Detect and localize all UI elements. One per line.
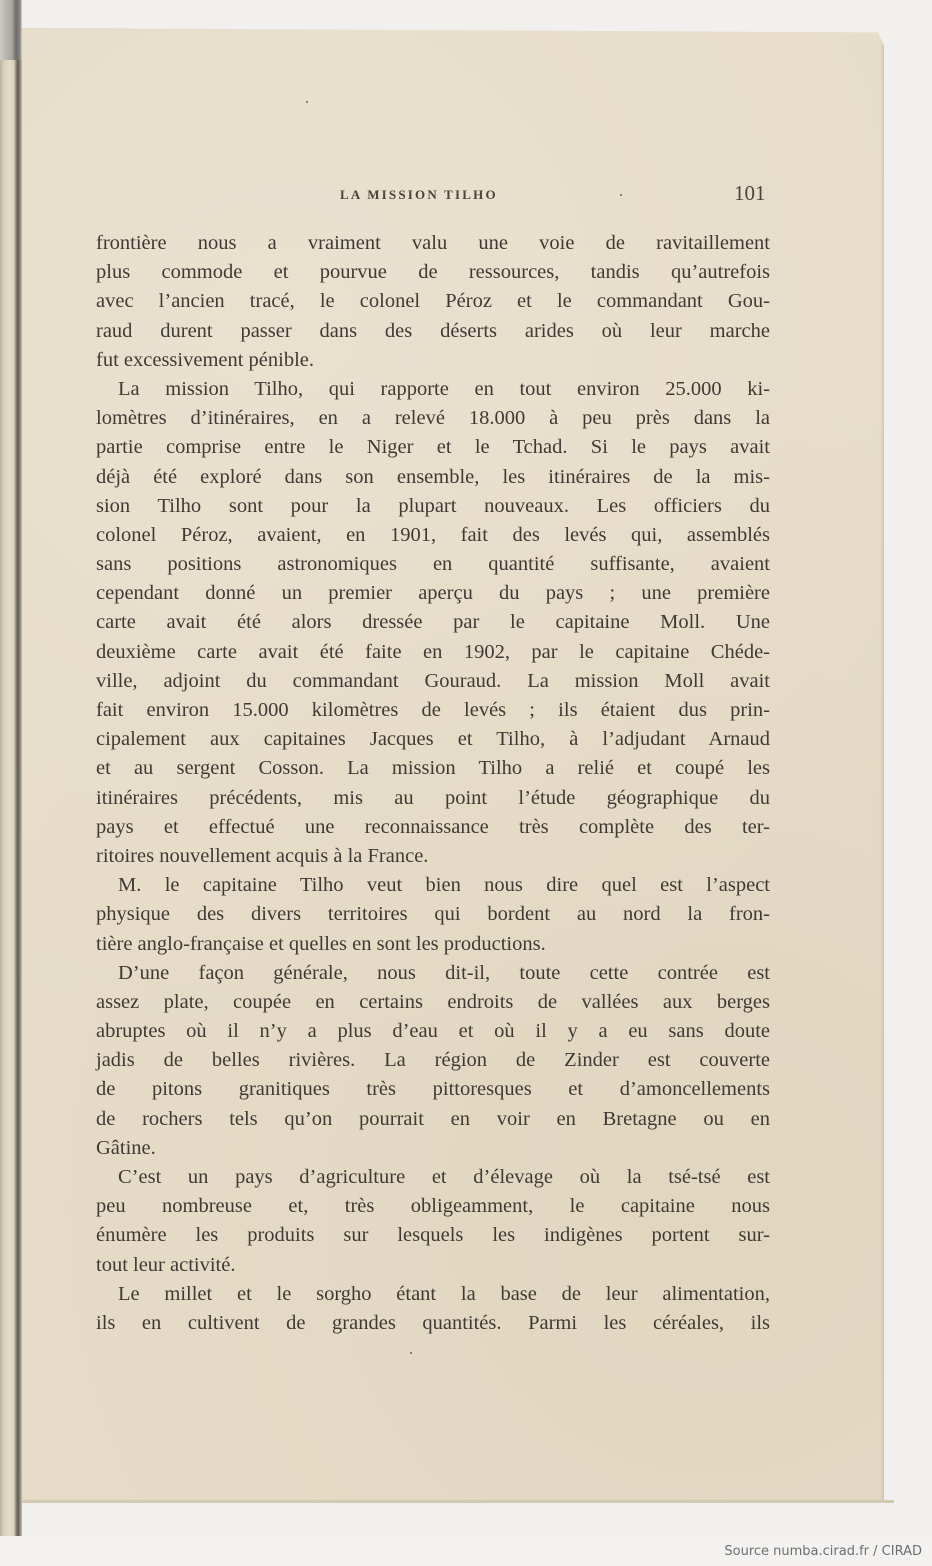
text-line: ville, adjoint du commandant Gouraud. La mission Moll avait — [96, 669, 770, 692]
text-line: M. le capitaine Tilho veut bien nous dire quel est l’aspect — [118, 874, 770, 897]
text-line: physique des divers territoires qui bordent au nord la fron- — [96, 903, 770, 926]
page-number: 101 — [734, 181, 766, 205]
text-line: et au sergent Cosson. La mission Tilho a relié et coupé les — [96, 757, 770, 780]
text-line: abruptes où il n’y a plus d’eau et où il y a eu sans doute — [96, 1020, 770, 1043]
text-line: énumère les produits sur lesquels les indigènes portent sur- — [96, 1224, 770, 1247]
text-line: cipalement aux capitaines Jacques et Tilho, à l’adjudant Arnaud — [96, 728, 770, 751]
text-line: Gâtine. — [96, 1136, 156, 1159]
text-line: itinéraires précédents, mis au point l’étude géographique du — [96, 786, 770, 809]
text-line: avec l’ancien tracé, le colonel Péroz et le commandant Gou- — [96, 290, 770, 313]
text-line: carte avait été alors dressée par le capitaine Moll. Une — [96, 611, 770, 634]
book-binding-edge — [0, 0, 22, 1536]
text-line: pays et effectué une reconnaissance très complète des ter- — [96, 815, 770, 838]
text-line: ils en cultivent de grandes quantités. Parmi les céréales, ils — [96, 1311, 770, 1334]
text-line: cependant donné un premier aperçu du pays ; une première — [96, 582, 770, 605]
paper-speck — [620, 194, 622, 196]
text-line: peu nombreuse et, très obligeamment, le capitaine nous — [96, 1195, 770, 1218]
text-line: jadis de belles rivières. La région de Zinder est couverte — [96, 1049, 770, 1072]
text-line: partie comprise entre le Niger et le Tchad. Si le pays avait — [96, 436, 770, 459]
text-line: La mission Tilho, qui rapporte en tout environ 25.000 ki- — [118, 377, 770, 400]
text-line: lomètres d’itinéraires, en a relevé 18.000 à peu près dans la — [96, 407, 770, 430]
book-binding-top — [0, 0, 22, 60]
text-line: fut excessivement pénible. — [96, 348, 315, 371]
text-line: ritoires nouvellement acquis à la France. — [96, 844, 429, 867]
paper-speck — [410, 1352, 412, 1354]
text-line: Le millet et le sorgho étant la base de leur alimentation, — [118, 1282, 770, 1305]
page-bottom-edge — [22, 1500, 894, 1503]
text-line: sion Tilho sont pour la plupart nouveaux. Les officiers du — [96, 494, 770, 517]
source-credit: Source numba.cirad.fr / CIRAD — [724, 1544, 922, 1559]
text-line: fait environ 15.000 kilomètres de levés ; ils étaient dus prin- — [96, 699, 770, 721]
text-line: plus commode et pourvue de ressources, tandis qu’autrefois — [96, 261, 770, 284]
text-line: de pitons granitiques très pittoresques et d’amoncellements — [96, 1078, 770, 1101]
text-line: frontière nous a vraiment valu une voie de ravitaillement — [96, 232, 770, 254]
text-line: deuxième carte avait été faite en 1902, par le capitaine Chéde- — [96, 640, 770, 663]
running-head: LA MISSION TILHO — [340, 187, 498, 202]
paper-speck — [306, 101, 308, 103]
text-line: colonel Péroz, avaient, en 1901, fait des levés qui, assemblés — [96, 523, 770, 546]
text-line: tière anglo-française et quelles en sont les productions. — [96, 932, 546, 955]
text-line: assez plate, coupée en certains endroits de vallées aux berges — [96, 990, 770, 1013]
text-line: raud durent passer dans des déserts arides où leur marche — [96, 319, 770, 342]
text-line: de rochers tels qu’on pourrait en voir en Bretagne ou en — [96, 1107, 770, 1130]
text-line: D’une façon générale, nous dit-il, toute cette contrée est — [118, 961, 770, 984]
text-line: déjà été exploré dans son ensemble, les itinéraires de la mis- — [96, 465, 770, 488]
text-line: tout leur activité. — [96, 1253, 236, 1276]
text-line: sans positions astronomiques en quantité suffisante, avaient — [96, 553, 770, 576]
body-text — [96, 229, 770, 1338]
text-line: C’est un pays d’agriculture et d’élevage où la tsé-tsé est — [118, 1166, 770, 1188]
